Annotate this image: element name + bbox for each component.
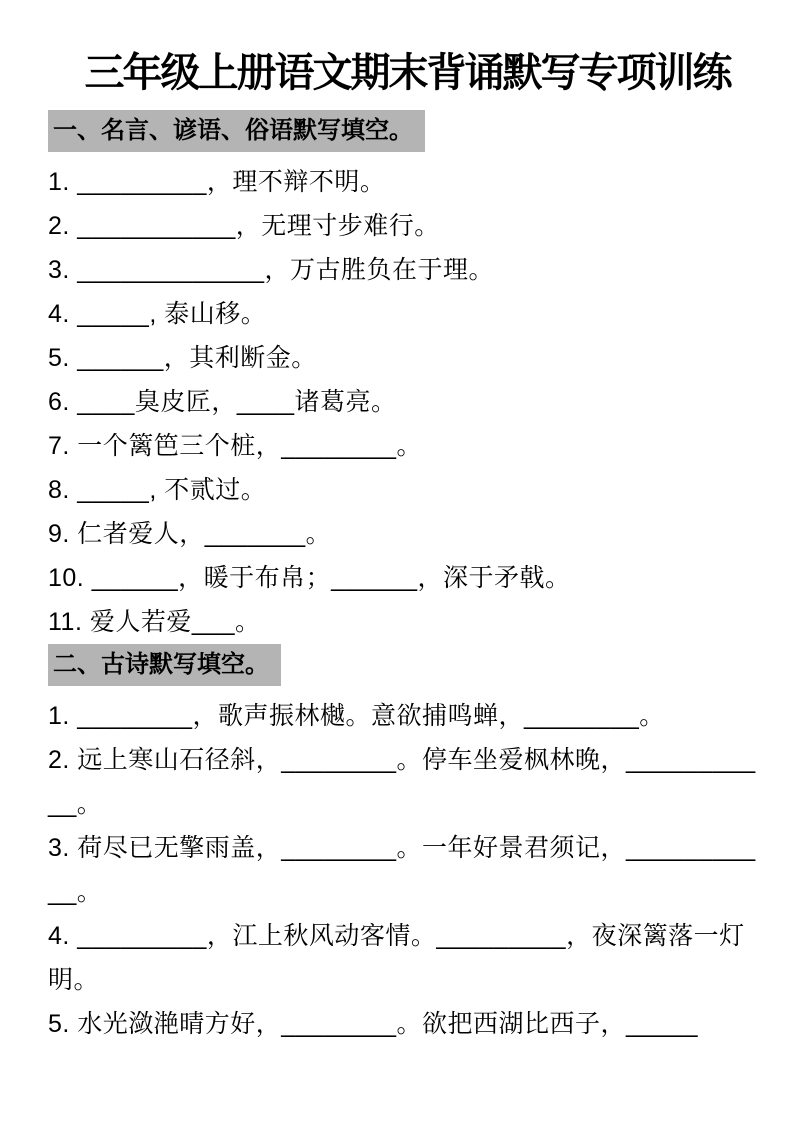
section-heading-sayings: 一、名言、谚语、俗语默写填空。 — [48, 110, 425, 152]
fill-blank-item-10: 10. ______，暖于布帛；______，深于矛戟。 — [48, 564, 571, 592]
fill-blank-item-11: 11. 爱人若爱___。 — [48, 608, 261, 636]
section-ancient-poems — [48, 644, 767, 1046]
poem-blank-item-5: 5. 水光潋滟晴方好，________。欲把西湖比西子，_____ — [48, 1010, 699, 1038]
fill-blank-item-5: 5. ______，其利断金。 — [48, 344, 317, 372]
sayings-item-list — [48, 160, 767, 644]
poem-blank-item-2: 2. 远上寒山石径斜，________。停车坐爱枫林晚，___________。 — [48, 746, 756, 818]
poem-blank-item-1: 1. ________，歌声振林樾。意欲捕鸣蝉，________。 — [48, 702, 665, 730]
fill-blank-item-1: 1. _________，理不辩不明。 — [48, 168, 386, 196]
fill-blank-item-3: 3. _____________，万古胜负在于理。 — [48, 256, 495, 284]
fill-blank-item-7: 7. 一个篱笆三个桩，________。 — [48, 432, 423, 460]
section-famous-sayings — [48, 98, 767, 644]
fill-blank-item-8: 8. _____, 不贰过。 — [48, 476, 267, 504]
poems-item-list — [48, 694, 767, 1046]
fill-blank-item-4: 4. _____, 泰山移。 — [48, 300, 267, 328]
poem-blank-item-4: 4. _________，江上秋风动客情。_________，夜深篱落一灯明。 — [48, 922, 745, 994]
fill-blank-item-2: 2. ___________，无理寸步难行。 — [48, 212, 440, 240]
fill-blank-item-9: 9. 仁者爱人，_______。 — [48, 520, 332, 548]
page-title: 三年级上册语文期末背诵默写专项训练 — [84, 51, 731, 95]
poem-blank-item-3: 3. 荷尽已无擎雨盖，________。一年好景君须记，___________。 — [48, 834, 756, 906]
fill-blank-item-6: 6. ____臭皮匠，____诸葛亮。 — [48, 388, 397, 416]
section-heading-poems: 二、古诗默写填空。 — [48, 644, 281, 686]
